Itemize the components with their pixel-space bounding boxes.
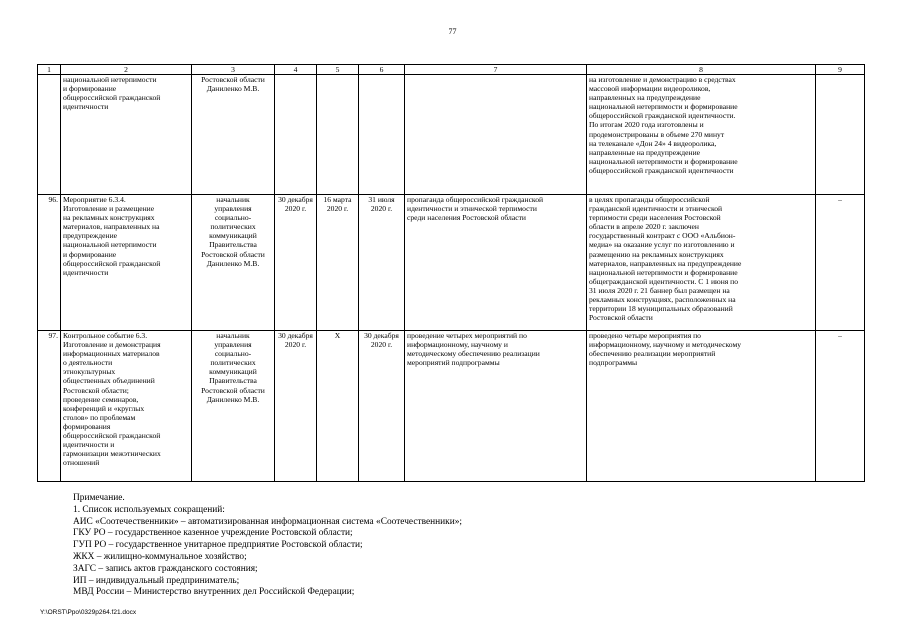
cell-text-line: Мероприятие 6.3.4.: [63, 195, 126, 204]
cell-text-line: на изготовление и демонстрацию в средствах: [589, 75, 736, 84]
cell-text-line: общероссийской гражданской: [63, 258, 161, 268]
abbreviation-item: ЖКХ – жилищно-коммунальное хозяйство;: [73, 551, 247, 562]
abbreviation-item: МВД России – Министерство внутренних дел Российской Федерации;: [73, 587, 355, 598]
planned-date-cell: 30 декабря 2020 г.: [275, 331, 317, 482]
cell-text-line: области в апреле 2020 г. заключен: [589, 222, 699, 232]
cell-text-line: общероссийской гражданской идентичности.: [589, 111, 736, 121]
cell-text-line: общероссийской гражданской: [63, 93, 161, 103]
cell-text-line: политических: [210, 358, 256, 368]
cell-text-line: национальной нетерпимости: [63, 75, 157, 84]
expected-result-cell: [405, 75, 587, 195]
cell-text-line: столов» по проблемам: [63, 412, 136, 422]
cell-text-line: идентичности и: [63, 440, 115, 450]
cell-text-line: Ростовской области;: [63, 385, 129, 395]
implementation-cell: [587, 195, 816, 331]
cell-text-line: Даниленко М.В.: [206, 394, 260, 404]
cell-text-line: мероприятий подпрограммы: [407, 358, 500, 368]
cell-text-line: подпрограммы: [589, 358, 638, 368]
actual-start-cell: [317, 75, 359, 195]
cell-text-line: Ростовской области: [201, 385, 265, 395]
cell-text-line: медиа» на оказание услуг по изготовлению и: [589, 240, 735, 250]
cell-text-line: политических: [210, 222, 256, 232]
actual-start-cell: 16 марта 2020 г.: [317, 195, 359, 331]
cell-text-line: 31 июля 2020 г. 21 баннер был размещен на: [589, 285, 730, 295]
cell-text-line: этнокультурных: [63, 367, 116, 377]
cell-text-line: идентичности: [63, 102, 109, 112]
cell-text-line: Даниленко М.В.: [206, 84, 260, 94]
cell-text-line: начальник: [216, 331, 250, 340]
cell-text-line: предупреждение: [63, 231, 118, 241]
notes-section: [73, 493, 873, 599]
cell-text-line: социально-: [214, 349, 252, 359]
cell-text-line: Ростовской области: [589, 313, 653, 323]
cell-text-line: общероссийской гражданской: [63, 431, 161, 441]
row-number: [38, 75, 61, 195]
cell-text-line: информационных материалов: [63, 349, 160, 359]
cell-text-line: методическому обеспечению реализации: [407, 349, 540, 359]
cell-text-line: Правительства: [209, 376, 257, 386]
cell-text-line: в целях пропаганды общероссийской: [589, 195, 710, 204]
abbreviation-item: ЗАГС – запись актов гражданского состояния;: [73, 563, 258, 574]
cell-text-line: Правительства: [209, 240, 257, 250]
notes-title: Примечание.: [73, 493, 125, 503]
cell-text-line: управления: [214, 340, 252, 350]
abbreviation-item: АИС «Соотечественники» – автоматизированная информационная система «Соотечественники»;: [73, 516, 463, 527]
row-number: 96.: [38, 195, 61, 331]
report-table: [37, 64, 865, 482]
event-name-cell: [61, 195, 192, 331]
abbreviation-item: ИП – индивидуальный предприниматель;: [73, 575, 240, 586]
cell-text-line: продемонстрированы в объеме 270 минут: [589, 129, 725, 139]
table-row: [38, 195, 865, 331]
actual-end-cell: 30 декабря 2020 г.: [359, 331, 405, 482]
cell-text-line: проведение семинаров,: [63, 394, 139, 404]
event-name-cell: [61, 331, 192, 482]
table-row: [38, 331, 865, 482]
row-number: 97.: [38, 331, 61, 482]
cell-text-line: рекламных конструкциях, расположенных на: [589, 295, 736, 305]
cell-text-line: направленные на предупреждение: [589, 147, 701, 157]
cell-text-line: пропаганда общероссийской гражданской: [407, 195, 544, 204]
cell-text-line: начальник: [216, 195, 250, 204]
cell-text-line: проведение четырех мероприятий по: [407, 331, 527, 340]
actual-start-cell: Х: [317, 331, 359, 482]
cell-text-line: Изготовление и размещение: [63, 204, 155, 214]
table-row: [38, 75, 865, 195]
cell-text-line: размещению на рекламных конструкциях: [589, 249, 724, 259]
planned-date-cell: [275, 75, 317, 195]
header-cell: 2: [61, 65, 192, 75]
header-cell: 5: [317, 65, 359, 75]
abbreviation-item: ГКУ РО – государственное казенное учреждение Ростовской области;: [73, 528, 353, 539]
cell-text-line: и формирование: [63, 84, 117, 94]
header-cell: 7: [405, 65, 587, 75]
note-cell: [816, 75, 865, 195]
planned-date-cell: 30 декабря 2020 г.: [275, 195, 317, 331]
cell-text-line: социально-: [214, 213, 252, 223]
cell-text-line: материалов, направленных на предупреждение: [589, 258, 742, 268]
page-number: 77: [448, 27, 457, 36]
implementation-cell: [587, 331, 816, 482]
table-header-row: [38, 65, 865, 75]
responsible-cell: [192, 75, 275, 195]
cell-text-line: проведено четыре мероприятия по: [589, 331, 701, 340]
cell-text-line: на телеканале «Дон 24» 4 видеоролика,: [589, 138, 717, 148]
cell-text-line: о деятельности: [63, 358, 113, 368]
cell-text-line: терпимости среди населения Ростовской: [589, 213, 721, 223]
cell-text-line: Ростовской области: [201, 75, 265, 84]
cell-text-line: формирования: [63, 421, 111, 431]
cell-text-line: коммуникаций: [209, 367, 257, 377]
cell-text-line: обеспечению реализации мероприятий: [589, 349, 716, 359]
cell-text-line: среди населения Ростовской области: [407, 213, 526, 223]
header-cell: 4: [275, 65, 317, 75]
cell-text-line: национальной нетерпимости: [63, 240, 157, 250]
responsible-cell: [192, 331, 275, 482]
event-name-cell: [61, 75, 192, 195]
cell-text-line: территории 18 муниципальных образований: [589, 304, 733, 314]
cell-text-line: общероссийской гражданской идентичности: [589, 165, 734, 175]
note-cell: –: [816, 195, 865, 331]
expected-result-cell: [405, 331, 587, 482]
implementation-cell: [587, 75, 816, 195]
cell-text-line: По итогам 2020 года изготовлены и: [589, 120, 704, 130]
cell-text-line: конференций и «круглых: [63, 403, 145, 413]
cell-text-line: информационному, научному и методическому: [589, 340, 742, 350]
actual-end-cell: 31 июля 2020 г.: [359, 195, 405, 331]
abbreviations-title: 1. Список используемых сокращений:: [73, 504, 225, 515]
abbreviation-item: ГУП РО – государственное унитарное предприятие Ростовской области;: [73, 540, 363, 551]
cell-text-line: общегражданской идентичности. С 1 июня по: [589, 276, 739, 286]
cell-text-line: и формирование: [63, 249, 117, 259]
header-cell: 6: [359, 65, 405, 75]
cell-text-line: идентичности: [63, 267, 109, 277]
cell-text-line: Изготовление и демонстрация: [63, 340, 161, 350]
cell-text-line: Даниленко М.В.: [206, 258, 260, 268]
note-cell: –: [816, 331, 865, 482]
cell-text-line: гармонизации межэтнических: [63, 449, 161, 459]
cell-text-line: массовой информации видеороликов,: [589, 84, 711, 94]
document-file-path: Y:\ORST\Ppo\0329p264.f21.docx: [40, 609, 137, 616]
cell-text-line: коммуникаций: [209, 231, 257, 241]
cell-text-line: идентичности и этнической терпимости: [407, 204, 537, 214]
cell-text-line: материалов, направленных на: [63, 222, 160, 232]
actual-end-cell: [359, 75, 405, 195]
cell-text-line: информационному, научному и: [407, 340, 508, 350]
cell-text-line: Ростовской области: [201, 249, 265, 259]
cell-text-line: на рекламных конструкциях: [63, 213, 155, 223]
header-cell: 1: [38, 65, 61, 75]
header-cell: 3: [192, 65, 275, 75]
cell-text-line: государственный контракт с ООО «Альбион-: [589, 231, 736, 241]
cell-text-line: направленных на предупреждение: [589, 93, 701, 103]
expected-result-cell: [405, 195, 587, 331]
cell-text-line: отношений: [63, 458, 100, 468]
cell-text-line: управления: [214, 204, 252, 214]
cell-text-line: гражданской идентичности и этнической: [589, 204, 723, 214]
header-cell: 8: [587, 65, 816, 75]
cell-text-line: национальной нетерпимости и формирование: [589, 156, 738, 166]
responsible-cell: [192, 195, 275, 331]
cell-text-line: национальной нетерпимости и формирование: [589, 102, 738, 112]
cell-text-line: общественных объединений: [63, 376, 155, 386]
cell-text-line: национальной нетерпимости и формирование: [589, 267, 738, 277]
cell-text-line: Контрольное событие 6.3.: [63, 331, 148, 340]
header-cell: 9: [816, 65, 865, 75]
